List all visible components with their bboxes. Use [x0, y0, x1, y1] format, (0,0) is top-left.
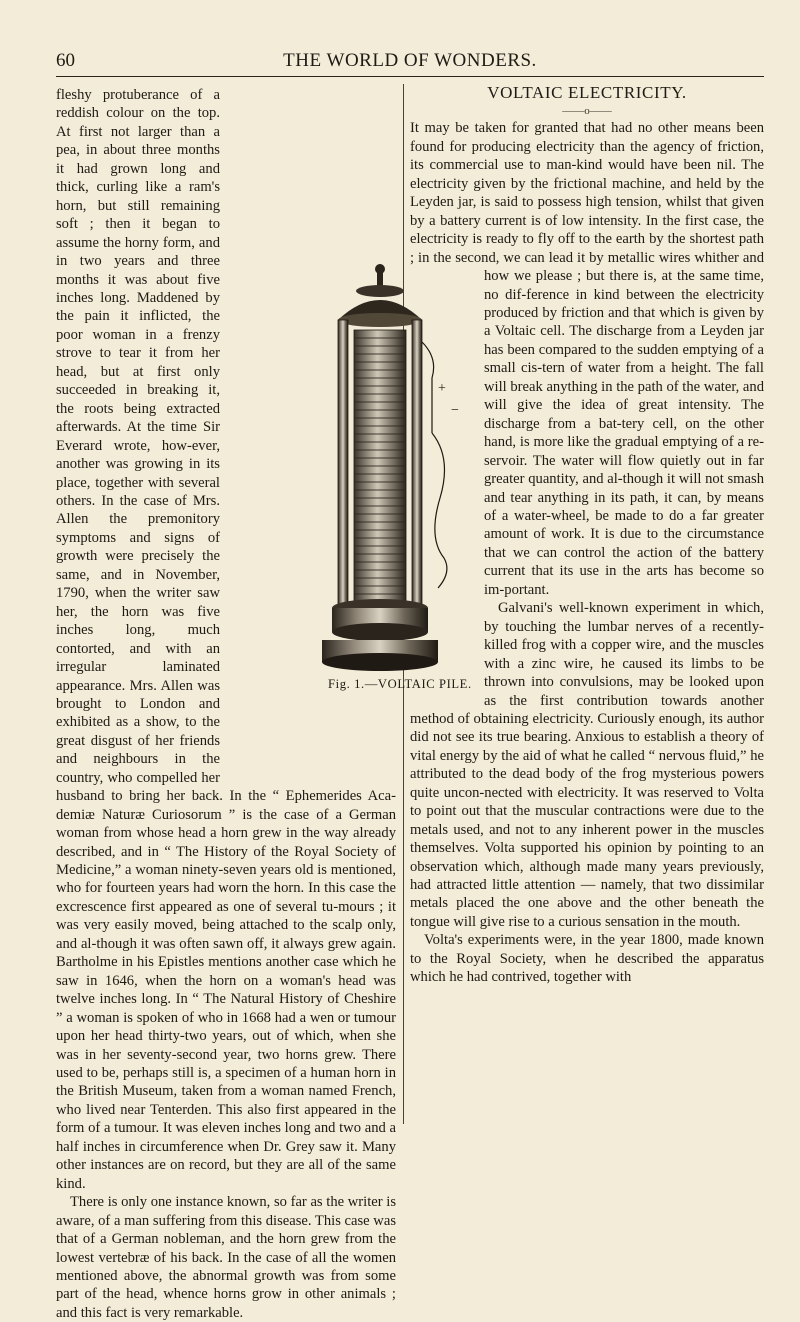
- header-rule: [56, 76, 764, 77]
- running-title: THE WORLD OF WONDERS.: [283, 50, 537, 71]
- left-paragraph-2: There is only one instance known, so far as the writer is aware, of a man suffering from this disease. This case was that of a German nobleman, and the horn grew from the lowest vertebræ of his back. In the case of all the women mentioned above, the abnormal growth was from some part of the head, whence horns grow in other animals ; and this fact is very remarkable.: [56, 1194, 396, 1321]
- right-paragraph-2: Galvani's well-known experiment in which, by touching the lumbar nerves of a recently-killed frog with a copper wire, and the muscles with a zinc wire, he caused its limbs to be thrown into convulsions, may be looked upon as the first contribution towards another method of obtaining electricity. Curiously enough, its author did not see its true bearing. Anxious to establish a theory of vital energy by the aid of what he called “ nervous fluid,” he attributed to the dead body of the frog mysterious powers quite uncon-nected with electricity. It was reserved to Volta to point out that the muscular contractions were due to the metals used, and not to any inherent power in the muscles themselves. Volta supported his opinion by pointing to an observation which, although made many years previously, had attracted little attention — namely, that two dissimilar metals placed the one above and the other beneath the tongue will give rise to a curious sensation in the mouth.: [410, 600, 764, 930]
- voltaic-pile-illustration: [320, 258, 480, 678]
- section-ornament: ——o——: [562, 105, 612, 118]
- figure-caption: Fig. 1.—VOLTAIC PILE.: [328, 677, 472, 691]
- minus-terminal-label: −: [451, 403, 459, 418]
- section-title: VOLTAIC ELECTRICITY.: [487, 83, 687, 102]
- page-header: [56, 50, 764, 76]
- left-paragraph-1: fleshy protuberance of a reddish colour on the top. At first not larger than a pea, in about three months it had grown long and thick, curling like a ram's horn, but still remaining soft ; then it began to assume the horny form, and in two years and three months it was about five inches long. Maddened by the pain it inflicted, the poor woman in a frenzy strove to tear it from her head, but at first only succeeded in breaking it, the roots being extracted afterwards. At the time Sir Everard wrote, how-ever, another was growing in its place, together with several others. In the case of Mrs. Allen the premonitory symptoms and signs of growth were precisely the same, and in November, 1790, when the writer saw her, the horn was five inches long, much contorted, and with an irregular laminated appearance. Mrs. Allen was brought to London and exhibited as a show, to the great disgust of her friends and neighbours in the country, who compelled her husband to bring her back. In the “ Ephemerides Aca-demiæ Naturæ Curiosorum ” is the case of a German woman from whose head a horn grew in the way already described, and in “ The History of the Royal Society of Medicine,” a woman ninety-seven years old is mentioned, who for fourteen years had worn the horn. In this case the excrescence first appeared as one of several tu-mours ; it was very easily moved, being attached to the scalp only, and al-though it was often sawn off, it always grew again. Bartholme in his Epistles mentions another case which he saw in 1646, when the horn on a woman's head was twelve inches long. In “ The Natural History of Cheshire ” a woman is spoken of who in 1668 had a wen or tumour upon her head thirty-two years, out of which, when she was in her seventy-second year, two horns grew. There used to be, perhaps still is, a specimen of a human horn in the British Museum, taken from a woman named French, who lived near Tenterden. This also first appeared in the form of a tumour. It was eleven inches long and two and a half inches in circumference when Dr. Grey saw it. Many other instances are on record, but they are all of the same kind.: [56, 87, 396, 1192]
- right-paragraph-3: Volta's experiments were, in the year 1800, made known to the Royal Society, when he described the apparatus which he had contrived, together with: [410, 932, 764, 986]
- page-number: 60: [56, 50, 75, 71]
- plus-terminal-label: +: [438, 381, 446, 396]
- right-paragraph-1: It may be taken for granted that had no other means been found for producing electricity than the agency of friction, its commercial use to man-kind would have been nil. The electricity given by the frictional machine, and held by the Leyden jar, is said to possess high tension, whilst that given by a battery current is of low intensity. In the first case, the electricity is ready to fly off to the earth by the shortest path ; in the second, we can lead it by metallic wires whither and how we please ; but there is, at the same time, no dif-ference in kind between the electricity produced by friction and that which is given by a Voltaic cell. The discharge from a Leyden jar has been compared to the sudden emptying of a small cis-tern of water from a height. The fall will break anything in the path of the water, and will give the idea of great intensity. The discharge from a bat-tery cell, on the other hand, is more like the gradual emptying of a re-servoir. The water will flow quietly out in far greater quantity, and al-though it will not smash and tear anything in its path, it can, by means of a water-wheel, be made to do a far greater amount of work. It is due to the circumstance that we can control the action of the battery current that its use in the arts has become so im-portant.: [410, 120, 764, 598]
